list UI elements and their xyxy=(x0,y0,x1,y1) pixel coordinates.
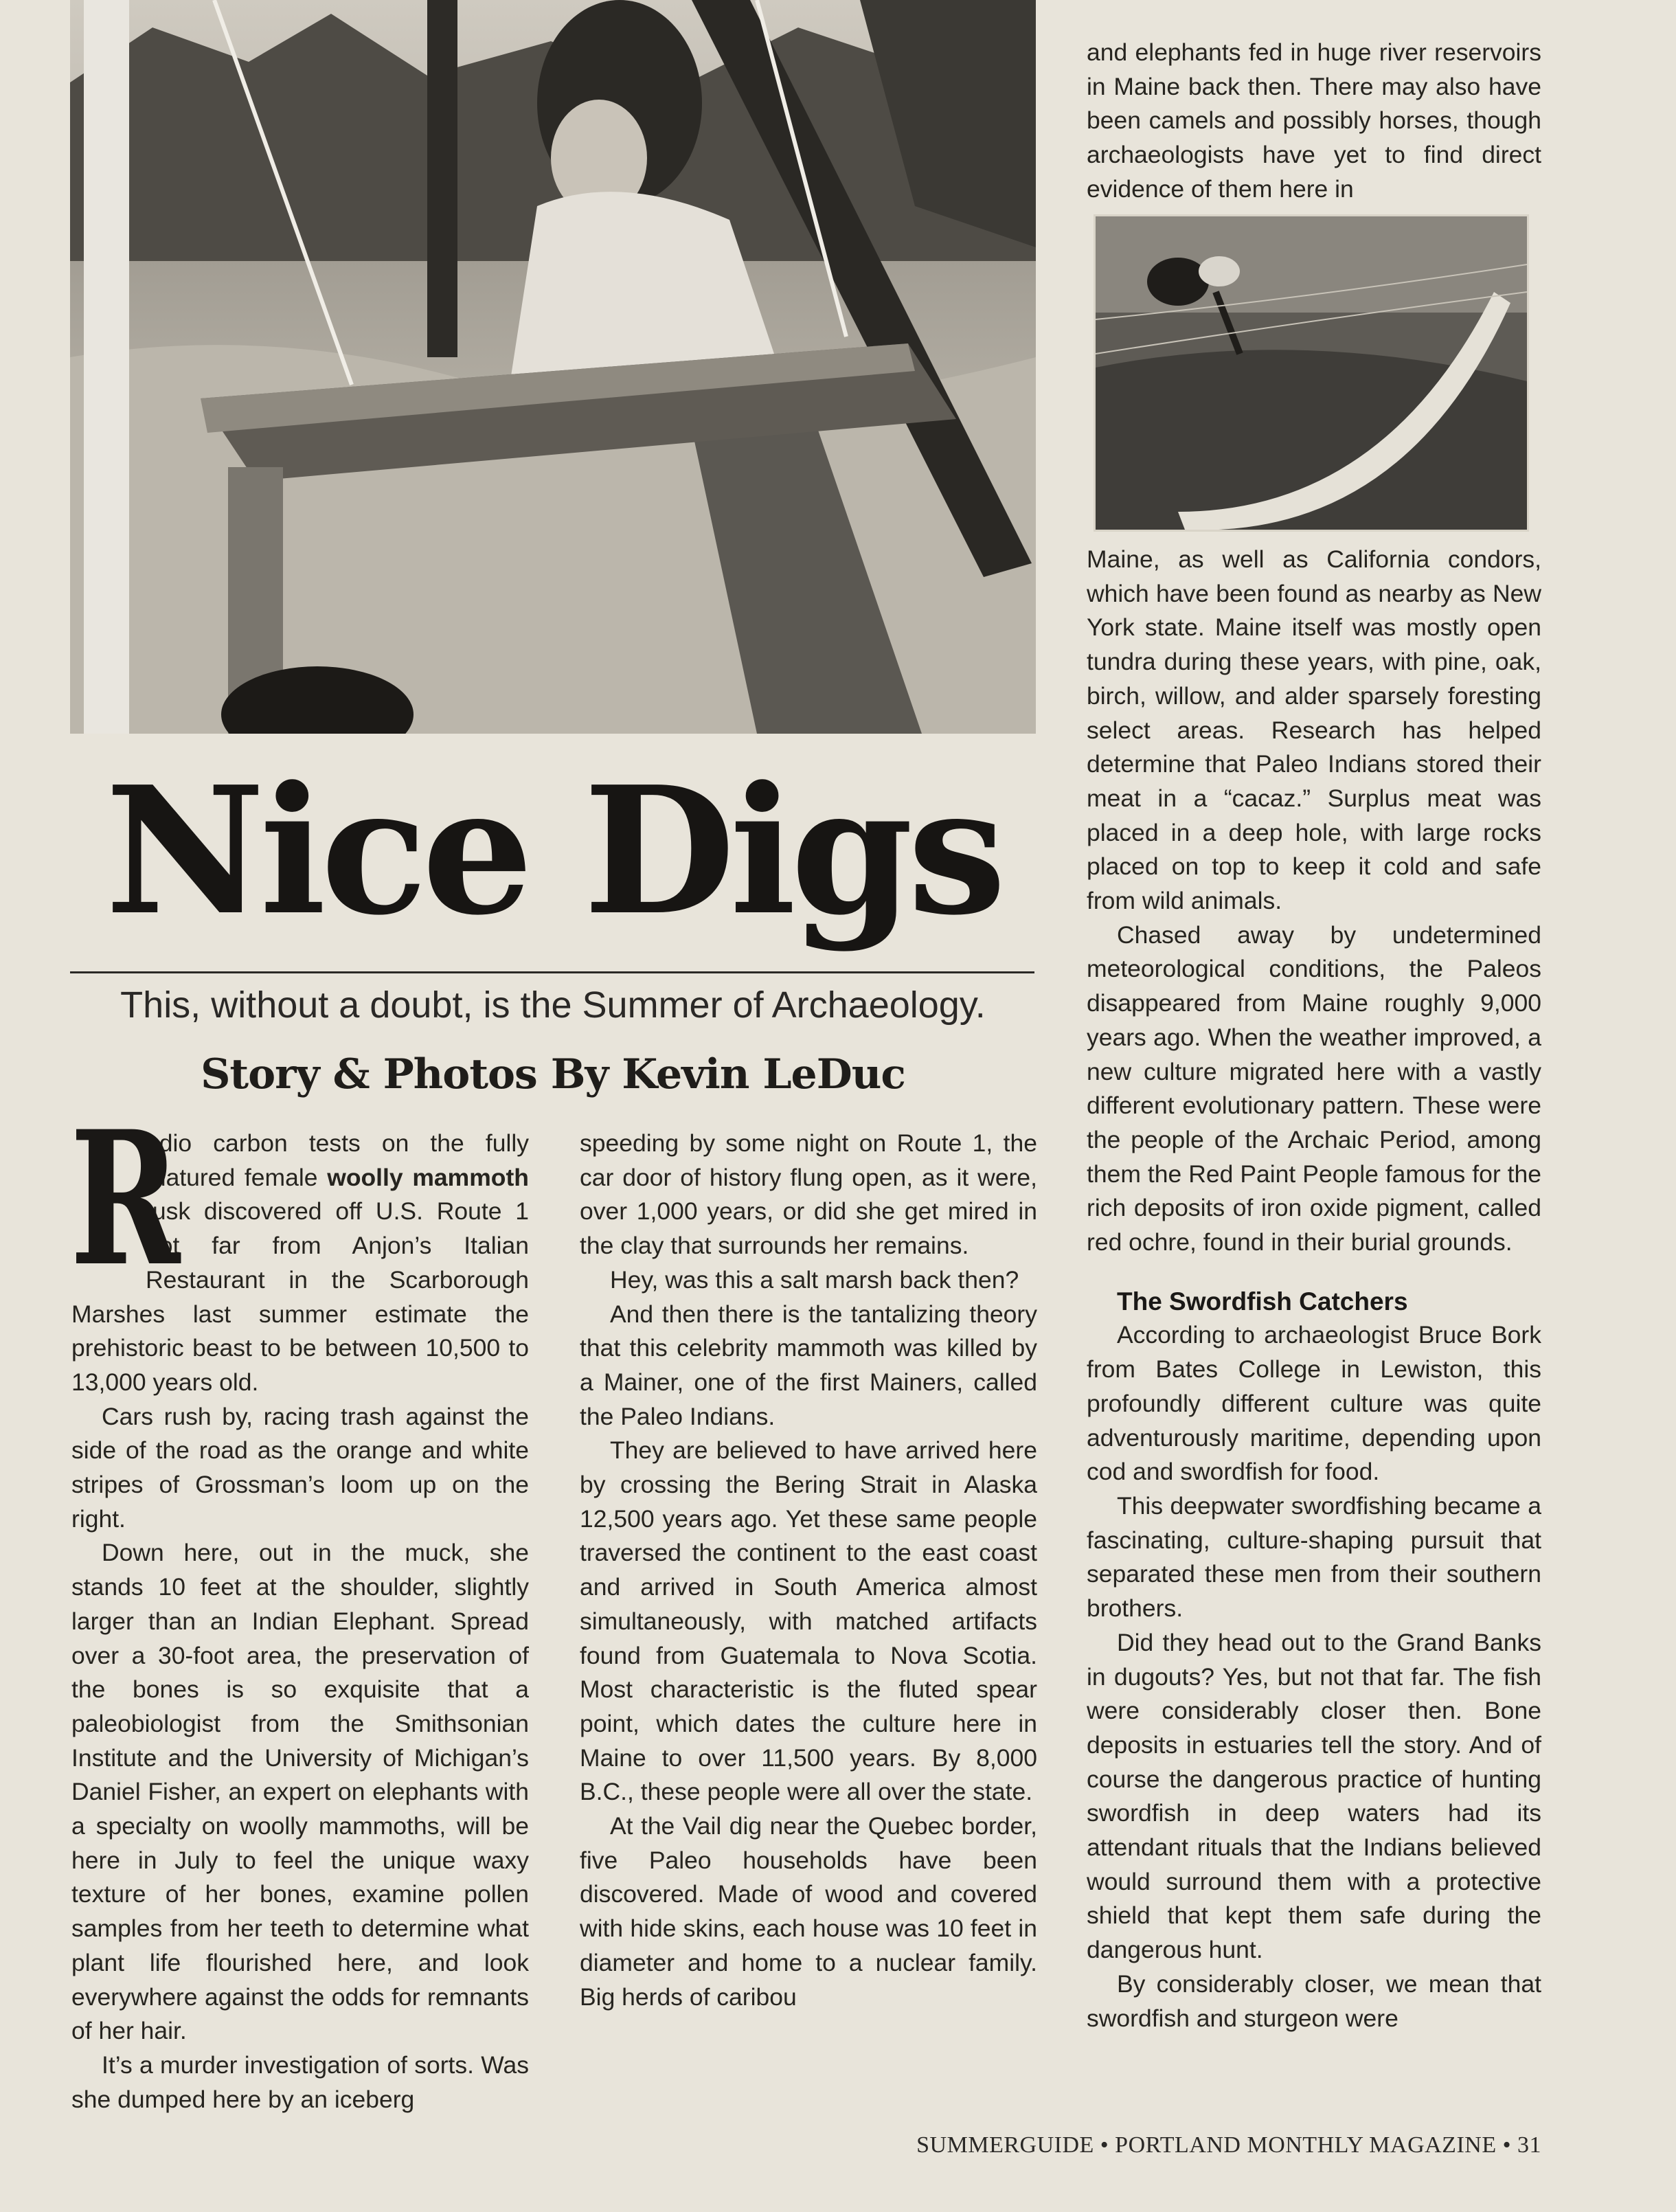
lead-text-b: tusk discovered off U.S. Route 1 not far from Anjon’s Italian Restaurant in the Scarborough Marshes last summer estimate the prehistoric beast to be between 10,500 to 13,000 years old. xyxy=(71,1197,529,1396)
article-column-1 xyxy=(70,1091,529,2123)
paragraph: speeding by some night on Route 1, the car door of history flung open, as it were, over 1,000 years, or did she get mired in the clay that surrounds her remains. xyxy=(580,1129,1037,1260)
hero-photo-sifting-screen xyxy=(70,0,1036,734)
subheading: The Swordfish Catchers xyxy=(1117,1287,1408,1316)
article-column-3-top xyxy=(1087,36,1541,205)
deck: This, without a doubt, is the Summer of Archaeology. xyxy=(120,984,986,1026)
paragraph: Maine, as well as California condors, which have been found as nearby as New York state. Maine itself was mostly open tundra during these years, with pine, oak, birch, willow, and alder sparsely foresting select areas. Research has helped determine that Paleo Indians stored their meat in a “cacaz.” Surplus meat was placed in a deep hole, with large rocks placed on top to keep it cold and safe from wild animals. xyxy=(1087,545,1541,915)
paragraph: They are believed to have arrived here by crossing the Bering Strait in Alaska 12,500 years ago. Yet these same people traversed the continent to the east coast and arrived in South America almost simultaneously, with matched artifacts found from Guatemala to Nova Scotia. Most characteristic is the fluted spear point, which dates the culture here in Maine to over 11,500 years. By 8,000 B.C., these people were all over the state. xyxy=(580,1436,1037,1806)
paragraph-lead xyxy=(70,1091,529,1400)
page-folio: SUMMERGUIDE • PORTLAND MONTHLY MAGAZINE • 31 xyxy=(916,2132,1541,2158)
headline: Nice Digs xyxy=(104,749,1001,954)
paragraph: Chased away by undetermined meteorological conditions, the Paleos disappeared from Maine roughly 9,000 years ago. When the weather improved, a new culture migrated here with a vastly different evolutionary pattern. These were the people of the Archaic Period, among them the Red Paint People famous for the rich deposits of iron oxide pigment, called red ochre, found in their burial grounds. xyxy=(1087,921,1541,1256)
paragraph: At the Vail dig near the Quebec border, five Paleo households have been discovered. Made of wood and covered with hide skins, each house was 10 feet in diameter and home to a nuclear family. Big herds of caribou xyxy=(580,1812,1037,2011)
lead-text-a: adio carbon tests on the fully matured female xyxy=(146,1129,529,1191)
paragraph: This deepwater swordfishing became a fascinating, culture-shaping pursuit that separated these men from their southern brothers. xyxy=(1087,1491,1541,1623)
lead-bold-term: woolly mammoth xyxy=(327,1163,529,1191)
article-column-3 xyxy=(1087,543,1541,2123)
paragraph: And then there is the tantalizing theory that this celebrity mammoth was killed by a Mainer, one of the first Mainers, called the Paleo Indians. xyxy=(580,1300,1037,1430)
paragraph: Down here, out in the muck, she stands 10 feet at the shoulder, slightly larger than an Indian Elephant. Spread over a 30-foot area, the preservation of the bones is so exquisite that a paleobiologist from the Smithsonian Institute and the University of Michigan’s Daniel Fisher, an expert on elephants with a specialty on woolly mammoths, will be here in July to feel the unique waxy texture of her bones, examine pollen samples from her teeth to determine what plant life flourished here, and look everywhere against the odds for remnants of her hair. xyxy=(71,1539,529,2045)
mammoth-tusk-photo xyxy=(1094,214,1529,532)
headline-rule xyxy=(70,971,1034,973)
paragraph: By considerably closer, we mean that swordfish and sturgeon were xyxy=(1087,1970,1541,2032)
article-column-2 xyxy=(580,1127,1037,2123)
paragraph: Hey, was this a salt marsh back then? xyxy=(610,1265,1019,1294)
paragraph: It’s a murder investigation of sorts. Was she dumped here by an iceberg xyxy=(71,2051,529,2113)
paragraph: According to archaeologist Bruce Bork from Bates College in Lewiston, this profoundly different culture was quite adventurously maritime, depending upon cod and swordfish for food. xyxy=(1087,1321,1541,1486)
paragraph: and elephants fed in huge river reservoirs in Maine back then. There may also have been camels and possibly horses, though archaeologists have yet to find direct evidence of them here in xyxy=(1087,38,1541,203)
paragraph: Did they head out to the Grand Banks in dugouts? Yes, but not that far. The fish were considerably closer then. Bone deposits in estuaries tell the story. And of course the dangerous practice of hunting swordfish in deep waters had its attendant rituals that the Indians believed would surround them with a protective shield that kept them safe during the dangerous hunt. xyxy=(1087,1628,1541,1964)
hero-photo-graphic xyxy=(70,0,1036,734)
tusk-photo-graphic xyxy=(1096,216,1527,530)
byline: Story & Photos By Kevin LeDuc xyxy=(201,1050,905,1098)
paragraph: Cars rush by, racing trash against the side of the road as the orange and white stripes of Grossman’s loom up on the right. xyxy=(71,1402,529,1533)
drop-cap: R xyxy=(70,1091,181,1307)
